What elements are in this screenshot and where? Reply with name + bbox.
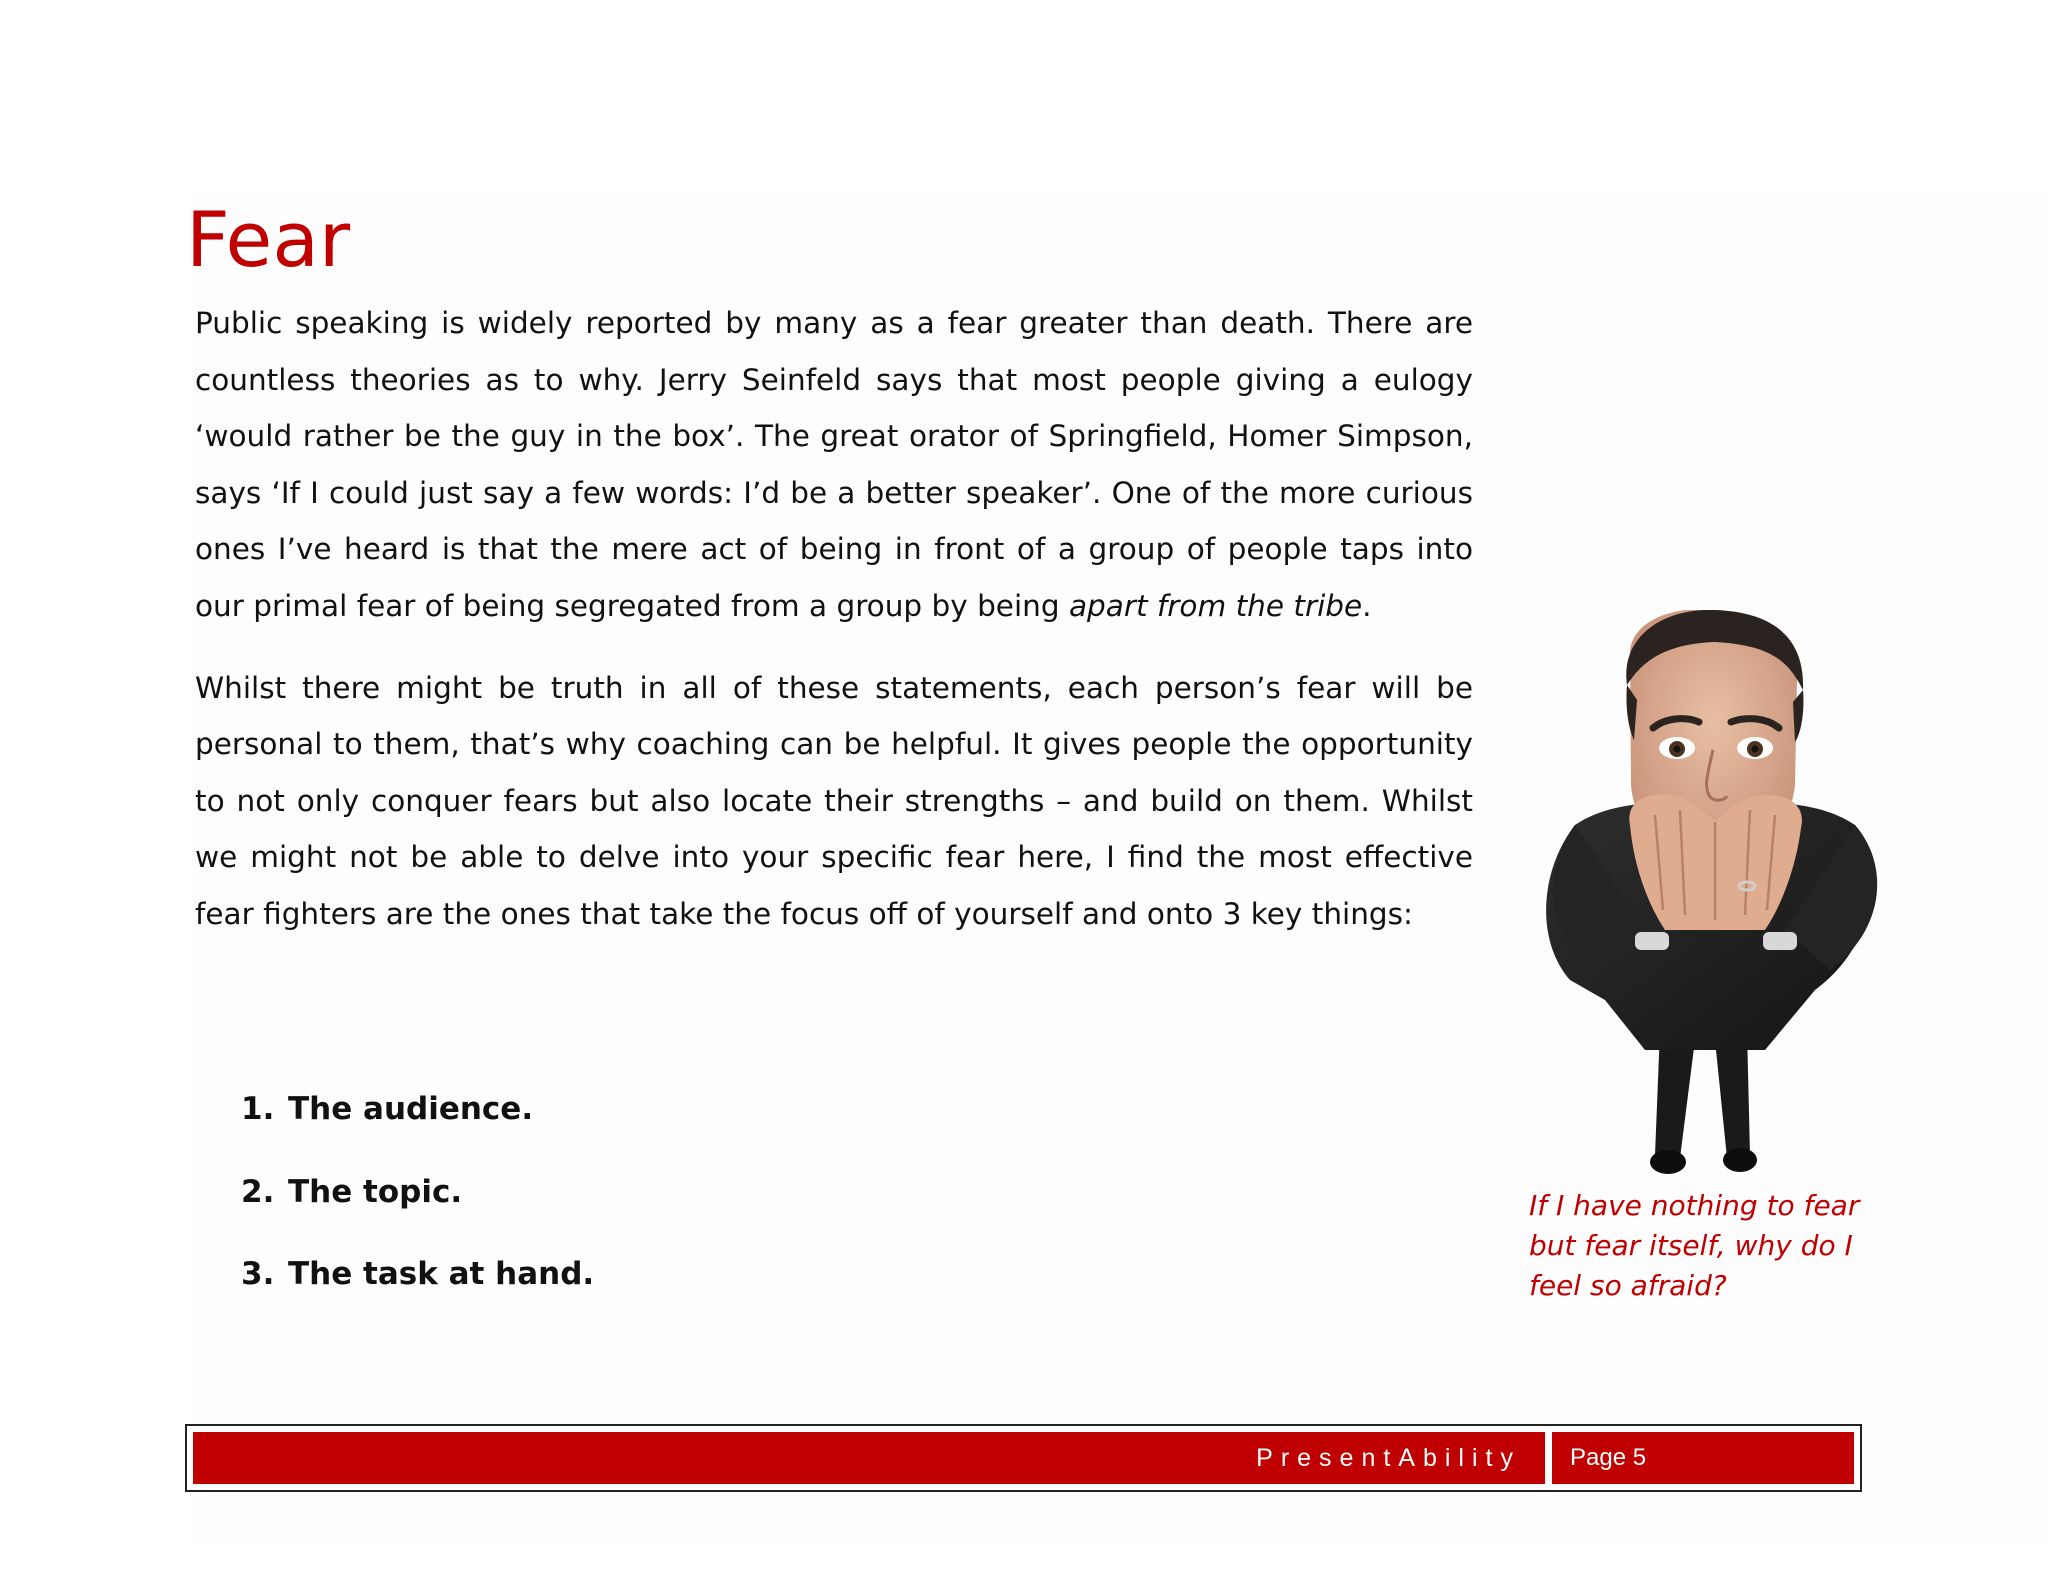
page-number: Page 5 <box>1570 1444 1647 1471</box>
footer-page-bar <box>1552 1432 1854 1484</box>
list-item-number: 1. <box>241 1091 275 1127</box>
paragraph-1-text: Public speaking is widely reported by many as a fear greater than death. There are countless theories as to why. Jerry Seinfeld says that most people giving a eulogy ‘would rather be the guy in the box’. The great orator of Springfield, Homer Simpson, says ‘If I could just say a few words: I’d be a better speaker’. One of the more curious ones I’ve heard is that the mere act of being in front of a group of people taps into our primal fear of being segregated from a group by being <box>195 306 1473 623</box>
list-item <box>241 1082 594 1165</box>
list-item-number: 2. <box>241 1173 275 1210</box>
list-item <box>241 1165 594 1248</box>
paragraph-1 <box>195 295 1473 635</box>
key-things-list <box>241 1082 594 1330</box>
footer-brand: PresentAbility <box>1256 1444 1521 1472</box>
list-item-text: The topic. <box>288 1173 463 1210</box>
page-title: Fear <box>186 195 351 284</box>
list-item-text: The task at hand. <box>288 1256 595 1292</box>
list-item <box>241 1247 594 1330</box>
page-footer <box>185 1424 1862 1492</box>
nervous-man-illustration <box>1535 610 1895 1180</box>
body-text <box>195 295 1473 968</box>
footer-brand-bar <box>193 1432 1545 1484</box>
image-caption: If I have nothing to fear but fear itself, why do I feel so afraid? <box>1529 1189 1860 1302</box>
paragraph-2: Whilst there might be truth in all of these statements, each person’s fear will be personal to them, that’s why coaching can be helpful. It gives people the opportunity to not only conquer fears but also locate their strengths – and build on them. Whilst we might not be able to delve into your specific fear here, I find the most effective fear fighters are the ones that take the focus off of yourself and onto 3 key things: <box>195 670 1473 931</box>
list-item-text: The audience. <box>288 1091 534 1127</box>
paragraph-1-end: . <box>1362 588 1372 623</box>
list-item-number: 3. <box>241 1256 275 1292</box>
paragraph-1-emphasis: apart from the tribe <box>1068 588 1363 623</box>
